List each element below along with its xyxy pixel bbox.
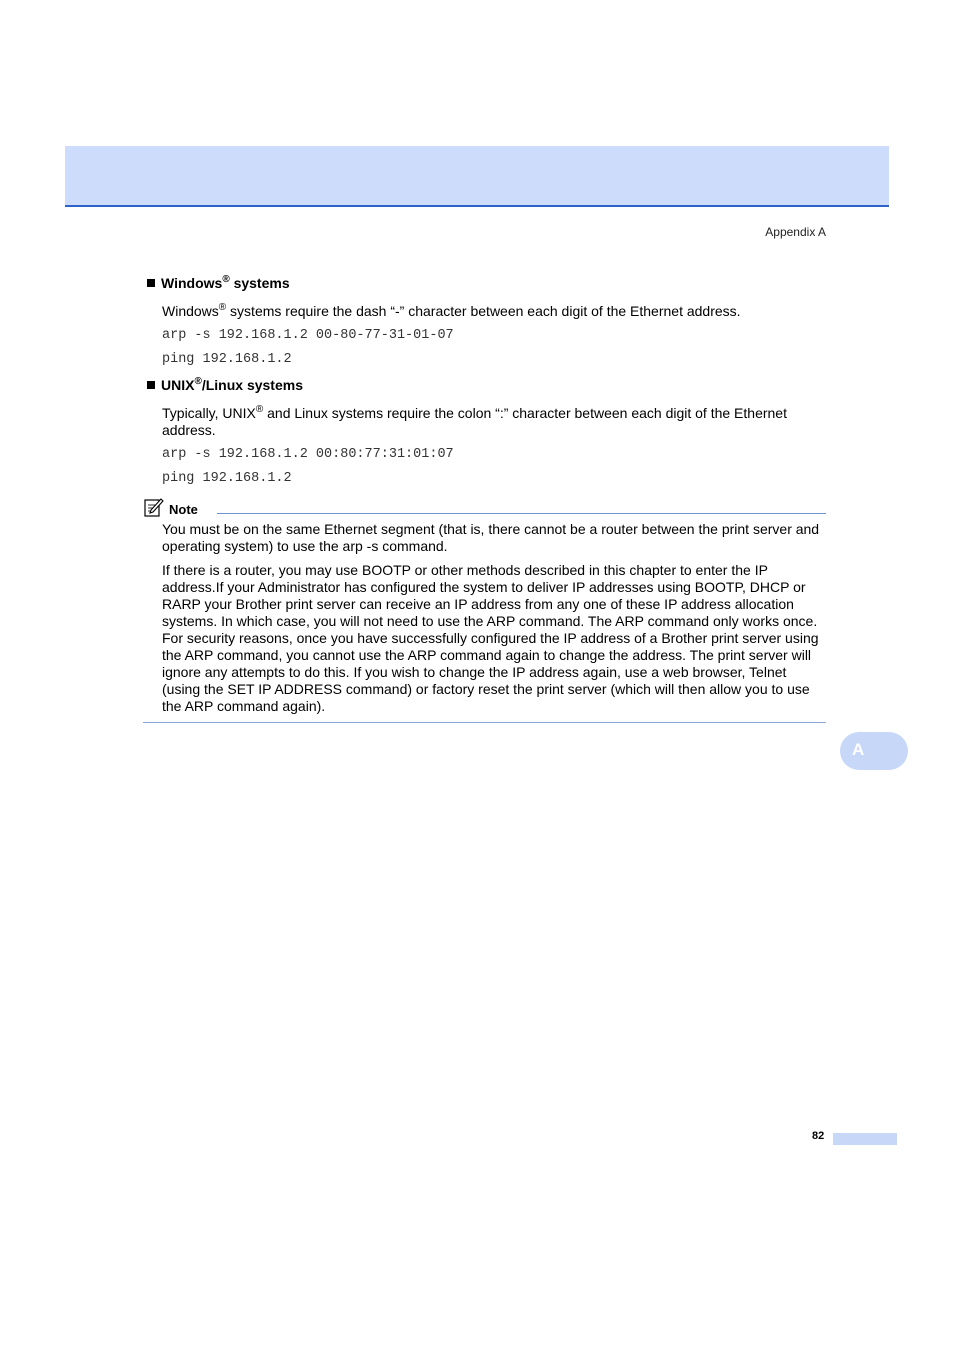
unix-heading: UNIX®/Linux systems: [147, 377, 303, 393]
note-top-rule: [217, 513, 826, 514]
windows-ping-command: ping 192.168.1.2: [162, 352, 292, 367]
note-paragraph-2: If there is a router, you may use BOOTP or other methods described in this chapter to enter the IP address.If your Administrator has configured the system to deliver IP addresses using BOOTP, DHCP or RARP your Brother print server can receive an IP address from any one of these IP address allocation systems. In which case, you will not need to use the ARP command. The ARP command only works once. For security reasons, once you have successfully configured the IP address of a Brother print server using the ARP command, you cannot use the ARP command again to change the address. The print server will ignore any attempts to do this. If you wish to change the IP address again, use a web browser, Telnet (using the SET IP ADDRESS command) or factory reset the print server (which will then allow you to use the ARP command again).: [162, 562, 819, 714]
windows-arp-command: arp -s 192.168.1.2 00-80-77-31-01-07: [162, 328, 454, 343]
page-number: 82: [812, 1130, 825, 1142]
note-bottom-rule: [143, 722, 826, 723]
page-number-bar: [833, 1133, 897, 1145]
running-head: Appendix A: [765, 225, 826, 239]
unix-ping-command: ping 192.168.1.2: [162, 471, 292, 486]
header-band: [65, 146, 889, 207]
note-paragraph-1: You must be on the same Ethernet segment (that is, there cannot be a router between the print server and operating system) to use the arp -s command.: [162, 521, 820, 554]
windows-description: Windows® systems require the dash “-” character between each digit of the Ethernet address.: [162, 302, 741, 319]
note-title: Note: [169, 502, 198, 517]
square-bullet-icon: [147, 279, 155, 287]
square-bullet-icon: [147, 381, 155, 389]
unix-arp-command: arp -s 192.168.1.2 00:80:77:31:01:07: [162, 447, 454, 462]
appendix-side-tab: A: [840, 732, 908, 770]
windows-heading: Windows® systems: [147, 275, 290, 291]
note-pencil-icon: [144, 498, 164, 518]
unix-description: Typically, UNIX® and Linux systems require the colon “:” character between each digit of the Ethernet address.: [162, 404, 787, 438]
